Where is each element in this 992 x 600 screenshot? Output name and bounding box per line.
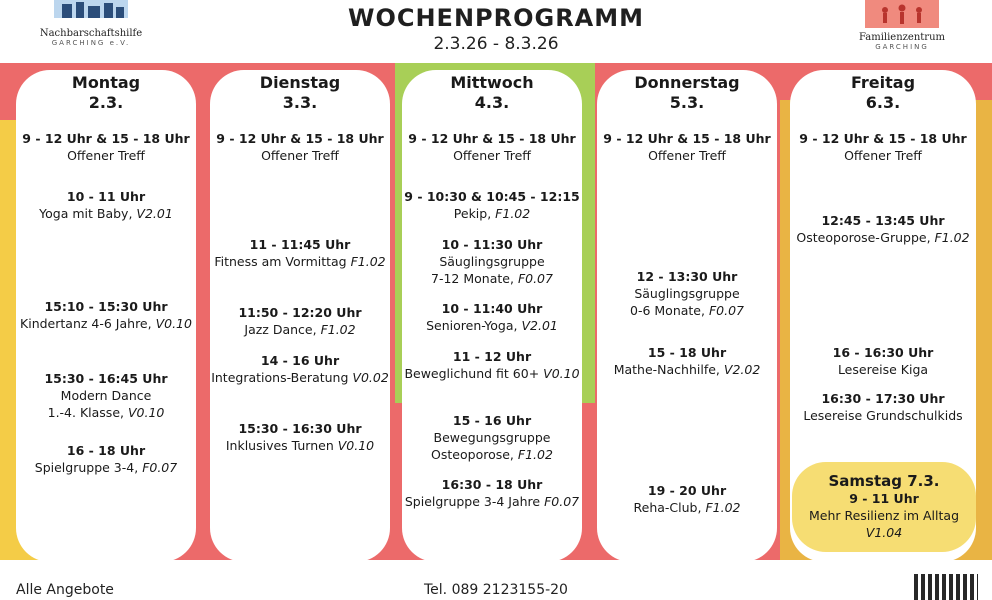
entry-title-text: Spielgruppe 3-4 Jahre xyxy=(404,494,541,509)
entry-title-text: Lesereise Kiga xyxy=(837,362,929,377)
schedule-entry xyxy=(16,442,196,476)
entry-title xyxy=(597,302,777,319)
entry-room: V0.10 xyxy=(337,438,375,453)
schedule-entry xyxy=(402,130,582,164)
day-date: 5.3. xyxy=(669,93,705,112)
entry-time: 9 - 10:30 & 10:45 - 12:15 xyxy=(404,189,580,204)
entry-title-text: Offener Treff xyxy=(261,148,339,163)
entry-room: F0.07 xyxy=(544,494,580,509)
entry-title xyxy=(16,459,196,476)
entry-title xyxy=(16,147,196,164)
logo-left-name: Nachbarschaftshilfe xyxy=(39,28,143,39)
entry-title-text: Modern Dance xyxy=(60,388,152,403)
schedule-entry xyxy=(597,344,777,378)
day-name: Mittwoch xyxy=(450,73,534,92)
entry-title xyxy=(402,365,582,382)
day-column-dienstag xyxy=(210,70,390,562)
schedule-entry xyxy=(402,348,582,382)
entry-room: F1.02 xyxy=(934,230,970,245)
entry-time: 12:45 - 13:45 Uhr xyxy=(821,213,945,228)
entry-title-text: Lesereise Grundschulkids xyxy=(803,408,963,423)
schedule-entry xyxy=(597,130,777,164)
entry-title-text: Fitness am Vormittag xyxy=(214,254,347,269)
entry-title-text: Pekip, xyxy=(453,206,492,221)
day-name: Freitag xyxy=(850,73,916,92)
entry-title xyxy=(16,404,196,421)
entry-title xyxy=(210,253,390,270)
day-heading xyxy=(790,73,976,113)
entry-room: F0.07 xyxy=(517,271,553,286)
entry-time: 15:30 - 16:45 Uhr xyxy=(44,371,168,386)
entry-title-text: Beweglichund fit 60+ xyxy=(404,366,540,381)
entry-time: 9 - 12 Uhr & 15 - 18 Uhr xyxy=(216,131,384,146)
entry-room: F0.07 xyxy=(142,460,178,475)
entry-room: V0.10 xyxy=(127,405,165,420)
entry-title xyxy=(790,361,976,378)
schedule-entry xyxy=(402,188,582,222)
saturday-time: 9 - 11 Uhr xyxy=(849,491,919,506)
footer-phone: Tel. 089 2123155-20 xyxy=(424,582,568,598)
entry-title xyxy=(402,253,582,270)
entry-title-text: Bewegungsgruppe xyxy=(433,430,551,445)
schedule-entry xyxy=(16,370,196,421)
entry-title-text: Spielgruppe 3-4, xyxy=(34,460,139,475)
entry-time: 15 - 18 Uhr xyxy=(647,345,727,360)
entry-title xyxy=(402,147,582,164)
entry-room: F1.02 xyxy=(495,206,531,221)
day-date: 4.3. xyxy=(474,93,510,112)
logo-right-sub: GARCHING xyxy=(875,43,929,51)
entry-room: V0.10 xyxy=(543,366,580,381)
day-date: 2.3. xyxy=(88,93,124,112)
entry-time: 16:30 - 17:30 Uhr xyxy=(821,391,945,406)
entry-title xyxy=(597,147,777,164)
entry-title xyxy=(790,229,976,246)
day-column-montag xyxy=(16,70,196,562)
entry-time: 16:30 - 18 Uhr xyxy=(441,477,543,492)
entry-title xyxy=(790,407,976,424)
schedule-entry xyxy=(210,130,390,164)
entry-time: 9 - 12 Uhr & 15 - 18 Uhr xyxy=(408,131,576,146)
day-column-donnerstag xyxy=(597,70,777,562)
entry-title xyxy=(597,285,777,302)
entry-time: 10 - 11:40 Uhr xyxy=(441,301,543,316)
entry-title-text: Offener Treff xyxy=(648,148,726,163)
schedule-entry xyxy=(790,390,976,424)
entry-title-text: Offener Treff xyxy=(453,148,531,163)
logo-right-name: Familienzentrum xyxy=(858,32,945,43)
entry-title-text: Inklusives Turnen xyxy=(225,438,334,453)
day-heading xyxy=(210,73,390,113)
schedule-entry xyxy=(402,476,582,510)
schedule-entry xyxy=(402,412,582,463)
entry-title xyxy=(597,361,777,378)
entry-title xyxy=(16,315,196,332)
day-name: Montag xyxy=(71,73,141,92)
schedule-entry xyxy=(210,304,390,338)
entry-room: F0.07 xyxy=(708,303,744,318)
entry-title xyxy=(402,317,582,334)
entry-room: F1.02 xyxy=(517,447,553,462)
entry-time: 10 - 11:30 Uhr xyxy=(441,237,543,252)
schedule-entry xyxy=(790,212,976,246)
entry-time: 14 - 16 Uhr xyxy=(260,353,340,368)
entry-room: F1.02 xyxy=(320,322,356,337)
saturday-room: V1.04 xyxy=(865,525,903,540)
entry-time: 10 - 11 Uhr xyxy=(66,189,146,204)
page-title: WOCHENPROGRAMM xyxy=(347,4,645,32)
entry-title-text: Kindertanz 4-6 Jahre, xyxy=(20,316,152,331)
entry-time: 15:10 - 15:30 Uhr xyxy=(44,299,168,314)
entry-room: V2.01 xyxy=(136,206,173,221)
entry-title xyxy=(402,429,582,446)
entry-title-text: Säuglingsgruppe xyxy=(634,286,740,301)
schedule-entry xyxy=(402,236,582,287)
logo-left-sub: GARCHING e.V. xyxy=(51,39,131,47)
entry-title xyxy=(210,437,390,454)
saturday-heading: Samstag 7.3. xyxy=(828,472,940,490)
schedule-entry xyxy=(210,352,390,386)
entry-title-text: Offener Treff xyxy=(67,148,145,163)
schedule-entry xyxy=(16,130,196,164)
day-name: Dienstag xyxy=(259,73,341,92)
entry-title-text: Osteoporose, xyxy=(431,447,514,462)
entry-time: 15:30 - 16:30 Uhr xyxy=(238,421,362,436)
schedule-entry xyxy=(790,344,976,378)
entry-time: 9 - 12 Uhr & 15 - 18 Uhr xyxy=(799,131,967,146)
day-name: Donnerstag xyxy=(634,73,740,92)
day-heading xyxy=(16,73,196,113)
entry-time: 11 - 12 Uhr xyxy=(452,349,532,364)
entry-title-text: 1.-4. Klasse, xyxy=(47,405,124,420)
entry-time: 12 - 13:30 Uhr xyxy=(636,269,738,284)
entry-time: 11 - 11:45 Uhr xyxy=(249,237,351,252)
entry-room: F1.02 xyxy=(350,254,386,269)
entry-title-text: 0-6 Monate, xyxy=(630,303,705,318)
entry-title-text: 7-12 Monate, xyxy=(431,271,514,286)
entry-time: 16 - 18 Uhr xyxy=(66,443,146,458)
entry-title-text: Reha-Club, xyxy=(633,500,702,515)
day-column-mittwoch xyxy=(402,70,582,562)
day-heading xyxy=(402,73,582,113)
entry-title-text: Mathe-Nachhilfe, xyxy=(613,362,720,377)
schedule-entry xyxy=(210,420,390,454)
entry-title xyxy=(16,387,196,404)
entry-title xyxy=(402,446,582,463)
schedule-entry xyxy=(597,268,777,319)
entry-title-text: Yoga mit Baby, xyxy=(39,206,133,221)
entry-time: 19 - 20 Uhr xyxy=(647,483,727,498)
entry-title xyxy=(402,205,582,222)
entry-room: V2.02 xyxy=(723,362,761,377)
schedule-entry xyxy=(16,298,196,332)
schedule-entry xyxy=(402,300,582,334)
entry-title xyxy=(210,321,390,338)
saturday-title: Mehr Resilienz im Alltag xyxy=(808,508,960,523)
day-date: 3.3. xyxy=(282,93,318,112)
entry-room: V0.02 xyxy=(352,370,389,385)
entry-title-text: Säuglingsgruppe xyxy=(439,254,545,269)
entry-room: V0.10 xyxy=(155,316,192,331)
entry-title xyxy=(402,270,582,287)
saturday-card xyxy=(792,462,976,552)
entry-title-text: Senioren-Yoga, xyxy=(426,318,518,333)
entry-time: 15 - 16 Uhr xyxy=(452,413,532,428)
entry-title xyxy=(402,493,582,510)
entry-time: 9 - 12 Uhr & 15 - 18 Uhr xyxy=(603,131,771,146)
entry-room: F1.02 xyxy=(705,500,741,515)
entry-room: V2.01 xyxy=(521,318,558,333)
day-heading xyxy=(597,73,777,113)
entry-title xyxy=(597,499,777,516)
footer-all-offers: Alle Angebote xyxy=(16,582,114,598)
entry-title-text: Offener Treff xyxy=(844,148,922,163)
entry-time: 11:50 - 12:20 Uhr xyxy=(238,305,362,320)
entry-title-text: Osteoporose-Gruppe, xyxy=(796,230,931,245)
entry-title xyxy=(210,369,390,386)
entry-time: 9 - 12 Uhr & 15 - 18 Uhr xyxy=(22,131,190,146)
schedule-entry xyxy=(597,482,777,516)
entry-title xyxy=(16,205,196,222)
schedule-entry xyxy=(16,188,196,222)
entry-title xyxy=(790,147,976,164)
day-date: 6.3. xyxy=(865,93,901,112)
week-dates: 2.3.26 - 8.3.26 xyxy=(433,34,559,54)
entry-time: 16 - 16:30 Uhr xyxy=(832,345,934,360)
entry-title-text: Jazz Dance, xyxy=(244,322,317,337)
schedule-entry xyxy=(790,130,976,164)
schedule-entry xyxy=(210,236,390,270)
qr-code-icon xyxy=(914,574,978,600)
entry-title-text: Integrations-Beratung xyxy=(211,370,349,385)
entry-title xyxy=(210,147,390,164)
